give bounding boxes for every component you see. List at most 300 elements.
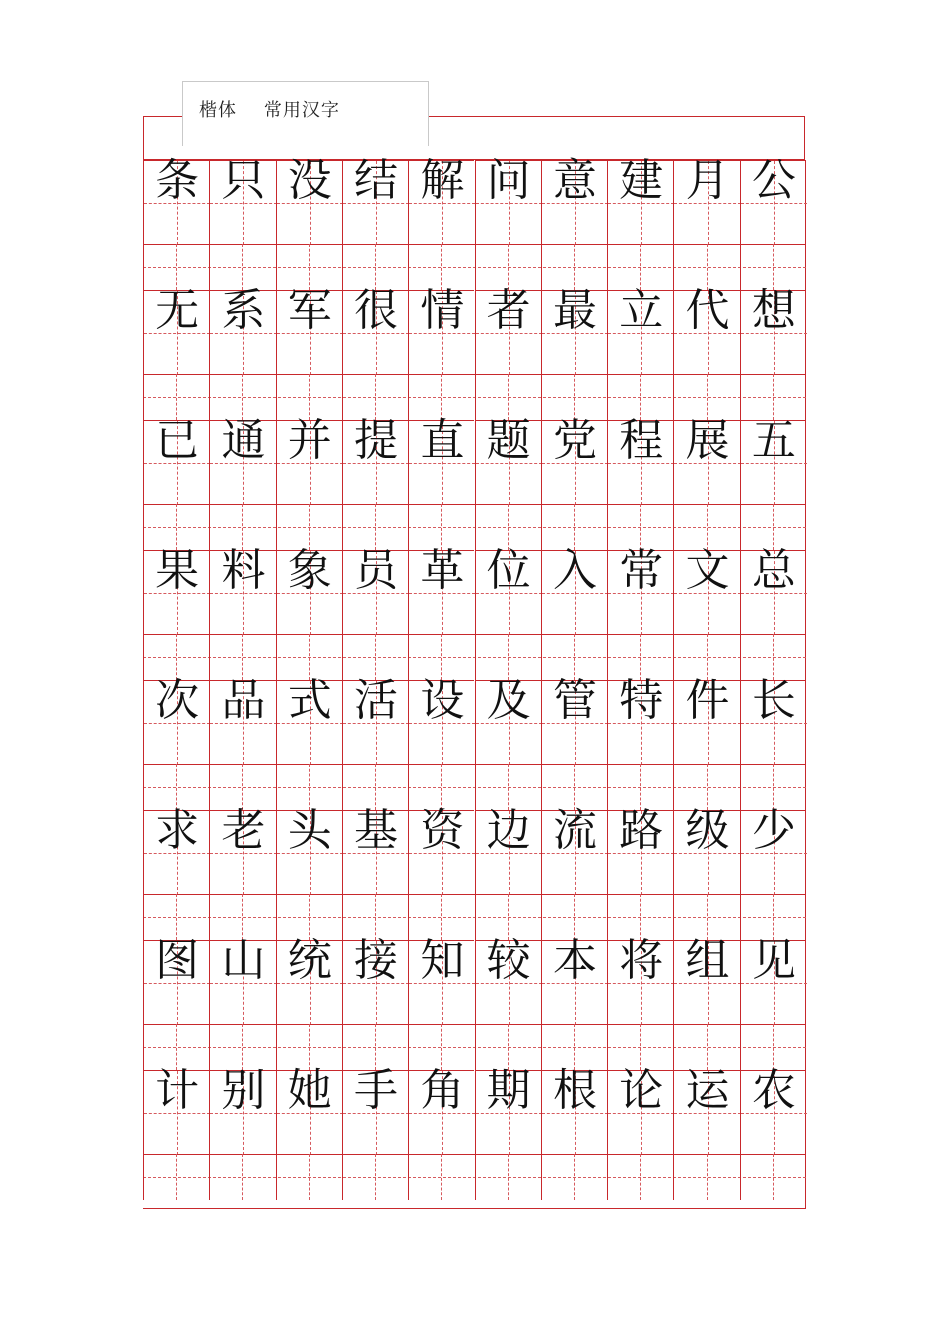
spacer-column-guide: [773, 894, 774, 940]
spacer-column-guide: [309, 504, 310, 550]
practice-character: 员: [354, 545, 399, 596]
grid-cell: [276, 935, 342, 1024]
spacer-column-guide: [640, 1154, 641, 1200]
grid-cell: [740, 675, 806, 764]
spacer-column: [673, 1154, 674, 1200]
practice-character: 特: [619, 675, 664, 726]
grid-cell: [408, 155, 474, 244]
grid-cell: [673, 805, 739, 894]
grid-cell: [276, 285, 342, 374]
practice-character: 组: [685, 935, 730, 986]
grid-cell: [673, 285, 739, 374]
grid-cell: [276, 805, 342, 894]
grid-cell: [143, 675, 209, 764]
grid-cell: [541, 1065, 607, 1154]
spacer-column: [209, 374, 210, 420]
spacer-column-guide: [309, 1024, 310, 1070]
practice-character: 情: [420, 285, 465, 336]
character-row: [143, 1065, 806, 1154]
spacer-column: [276, 374, 277, 420]
practice-character: 边: [486, 805, 531, 856]
practice-character: 意: [552, 155, 597, 206]
spacer-column-guide: [707, 1154, 708, 1200]
grid-cell: [143, 935, 209, 1024]
spacer-column: [475, 1154, 476, 1200]
grid-cell: [408, 805, 474, 894]
spacer-column-guide: [773, 634, 774, 680]
spacer-column: [209, 244, 210, 290]
grid-cell: [209, 285, 275, 374]
spacer-column-guide: [309, 764, 310, 810]
practice-character: 党: [552, 415, 597, 466]
practice-character: 位: [486, 545, 531, 596]
grid-cell: [209, 935, 275, 1024]
spacer-column: [740, 374, 741, 420]
practice-character: 常: [619, 545, 664, 596]
spacer-column: [607, 764, 608, 810]
character-row: [143, 935, 806, 1024]
spacer-column-guide: [242, 374, 243, 420]
practice-character: 品: [221, 675, 266, 726]
spacer-column-guide: [508, 504, 509, 550]
spacer-column-guide: [773, 504, 774, 550]
grid-cell: [342, 1065, 408, 1154]
spacer-column-guide: [773, 1154, 774, 1200]
grid-cell: [408, 415, 474, 504]
spacer-column-guide: [640, 764, 641, 810]
spacer-column-guide: [375, 764, 376, 810]
grid-cell: [740, 285, 806, 374]
practice-character: 立: [619, 285, 664, 336]
writing-spacer: [143, 764, 806, 810]
grid-cell: [276, 155, 342, 244]
practice-character: 提: [354, 415, 399, 466]
spacer-column: [342, 634, 343, 680]
spacer-column-guide: [773, 244, 774, 290]
grid-cell: [143, 545, 209, 634]
spacer-column-guide: [176, 764, 177, 810]
spacer-column-guide: [773, 374, 774, 420]
spacer-column: [143, 894, 144, 940]
practice-character: 建: [619, 155, 664, 206]
spacer-column-guide: [309, 244, 310, 290]
practice-character: 者: [486, 285, 531, 336]
grid-cell: [475, 545, 541, 634]
practice-character: 活: [354, 675, 399, 726]
practice-character: 角: [420, 1065, 465, 1116]
spacer-column-guide: [375, 244, 376, 290]
writing-spacer: [143, 244, 806, 290]
grid-cell: [143, 1065, 209, 1154]
spacer-column-guide: [773, 1024, 774, 1070]
practice-character: 公: [751, 155, 796, 206]
practice-character: 求: [155, 805, 200, 856]
spacer-column-guide: [309, 1154, 310, 1200]
spacer-column-guide: [441, 894, 442, 940]
practice-character: 将: [619, 935, 664, 986]
spacer-column: [607, 634, 608, 680]
practice-character: 革: [420, 545, 465, 596]
practice-character: 及: [486, 675, 531, 726]
spacer-column: [342, 374, 343, 420]
practice-character: 手: [354, 1065, 399, 1116]
grid-cell: [607, 1065, 673, 1154]
spacer-column-guide: [441, 764, 442, 810]
spacer-column: [209, 1154, 210, 1200]
spacer-column: [541, 764, 542, 810]
spacer-column: [673, 1024, 674, 1070]
grid-cell: [607, 155, 673, 244]
writing-spacer: [143, 374, 806, 420]
spacer-column-guide: [508, 894, 509, 940]
spacer-column: [143, 244, 144, 290]
grid-cell: [276, 675, 342, 764]
practice-character: 总: [751, 545, 796, 596]
spacer-column: [143, 374, 144, 420]
practice-character: 解: [420, 155, 465, 206]
spacer-column-guide: [375, 634, 376, 680]
spacer-column-guide: [176, 1024, 177, 1070]
spacer-column: [475, 504, 476, 550]
spacer-column: [740, 634, 741, 680]
practice-character: 运: [685, 1065, 730, 1116]
spacer-column: [607, 244, 608, 290]
spacer-column: [740, 1154, 741, 1200]
spacer-column-guide: [309, 374, 310, 420]
grid-cell: [740, 155, 806, 244]
practice-character: 见: [751, 935, 796, 986]
grid-cell: [342, 675, 408, 764]
spacer-column: [673, 244, 674, 290]
grid-cell: [673, 1065, 739, 1154]
spacer-column-guide: [176, 374, 177, 420]
character-row: [143, 415, 806, 504]
spacer-column-guide: [640, 1024, 641, 1070]
spacer-column: [408, 634, 409, 680]
grid-cell: [541, 545, 607, 634]
spacer-column: [276, 634, 277, 680]
spacer-column-guide: [375, 504, 376, 550]
spacer-column: [276, 1154, 277, 1200]
spacer-column-guide: [375, 1024, 376, 1070]
character-row: [143, 155, 806, 244]
spacer-column: [673, 634, 674, 680]
spacer-column: [607, 374, 608, 420]
spacer-column: [541, 1154, 542, 1200]
practice-character: 入: [552, 545, 597, 596]
writing-spacer: [143, 894, 806, 940]
grid-cell: [673, 675, 739, 764]
spacer-column: [740, 1024, 741, 1070]
grid-cell: [475, 155, 541, 244]
practice-character: 知: [420, 935, 465, 986]
spacer-column-guide: [574, 894, 575, 940]
spacer-column: [541, 504, 542, 550]
grid-cell: [673, 545, 739, 634]
spacer-column-guide: [707, 504, 708, 550]
character-row: [143, 285, 806, 374]
practice-character: 少: [751, 805, 796, 856]
grid-cell: [740, 545, 806, 634]
spacer-column: [408, 244, 409, 290]
grid-cell: [541, 415, 607, 504]
spacer-column-guide: [707, 894, 708, 940]
spacer-column: [408, 894, 409, 940]
spacer-column-guide: [574, 1024, 575, 1070]
spacer-column-guide: [441, 1024, 442, 1070]
practice-character: 问: [486, 155, 531, 206]
spacer-column-guide: [640, 634, 641, 680]
grid-cell: [673, 155, 739, 244]
spacer-column: [143, 764, 144, 810]
grid-cell: [342, 545, 408, 634]
spacer-column: [209, 504, 210, 550]
writing-spacer: [143, 634, 806, 680]
spacer-column: [342, 504, 343, 550]
practice-character: 题: [486, 415, 531, 466]
spacer-column: [408, 1024, 409, 1070]
practice-character: 她: [287, 1065, 332, 1116]
spacer-column-guide: [707, 634, 708, 680]
grid-cell: [408, 285, 474, 374]
practice-character: 件: [685, 675, 730, 726]
grid-cell: [408, 1065, 474, 1154]
practice-character: 长: [751, 675, 796, 726]
practice-character: 无: [155, 285, 200, 336]
spacer-column: [541, 1024, 542, 1070]
spacer-column-guide: [640, 374, 641, 420]
practice-character: 月: [685, 155, 730, 206]
spacer-column: [209, 894, 210, 940]
page-title: 楷体 常用汉字: [199, 100, 340, 121]
spacer-column-guide: [176, 244, 177, 290]
spacer-column: [740, 504, 741, 550]
grid-cell: [541, 805, 607, 894]
practice-character: 象: [287, 545, 332, 596]
practice-character: 根: [552, 1065, 597, 1116]
grid-cell: [342, 415, 408, 504]
spacer-column-guide: [309, 894, 310, 940]
spacer-column: [475, 244, 476, 290]
practice-character: 路: [619, 805, 664, 856]
spacer-column: [541, 374, 542, 420]
spacer-column: [541, 634, 542, 680]
practice-character: 流: [552, 805, 597, 856]
spacer-column-guide: [242, 764, 243, 810]
spacer-column-guide: [242, 244, 243, 290]
practice-character: 老: [221, 805, 266, 856]
practice-character: 最: [552, 285, 597, 336]
spacer-column: [607, 1154, 608, 1200]
practice-character: 资: [420, 805, 465, 856]
spacer-column-guide: [640, 894, 641, 940]
practice-character: 果: [155, 545, 200, 596]
spacer-column: [143, 504, 144, 550]
writing-spacer: [143, 504, 806, 550]
spacer-column: [475, 1024, 476, 1070]
spacer-column: [740, 894, 741, 940]
practice-character: 头: [287, 805, 332, 856]
practice-character: 山: [221, 935, 266, 986]
spacer-column: [408, 374, 409, 420]
spacer-column: [408, 504, 409, 550]
spacer-column-guide: [176, 894, 177, 940]
spacer-column-guide: [574, 504, 575, 550]
grid-cell: [607, 935, 673, 1024]
spacer-column: [209, 634, 210, 680]
spacer-column: [607, 894, 608, 940]
practice-character: 接: [354, 935, 399, 986]
spacer-column: [673, 894, 674, 940]
practice-character: 别: [221, 1065, 266, 1116]
character-row: [143, 675, 806, 764]
practice-character: 期: [486, 1065, 531, 1116]
grid-cell: [143, 155, 209, 244]
spacer-column-guide: [441, 374, 442, 420]
grid-cell: [408, 545, 474, 634]
grid-cell: [607, 415, 673, 504]
spacer-column-guide: [242, 1024, 243, 1070]
spacer-column: [740, 244, 741, 290]
practice-character: 论: [619, 1065, 664, 1116]
grid-cell: [475, 675, 541, 764]
grid-cell: [143, 805, 209, 894]
practice-character: 较: [486, 935, 531, 986]
spacer-column: [607, 504, 608, 550]
practice-character: 条: [155, 155, 200, 206]
practice-character: 文: [685, 545, 730, 596]
spacer-column-guide: [640, 244, 641, 290]
practice-character: 只: [221, 155, 266, 206]
writing-spacer: [143, 1024, 806, 1070]
grid-cell: [143, 415, 209, 504]
spacer-column: [475, 634, 476, 680]
grid-cell: [475, 805, 541, 894]
practice-character: 设: [420, 675, 465, 726]
grid-cell: [673, 935, 739, 1024]
spacer-column-guide: [508, 374, 509, 420]
grid-cell: [209, 415, 275, 504]
grid-cell: [209, 675, 275, 764]
spacer-column: [209, 764, 210, 810]
practice-character: 系: [221, 285, 266, 336]
spacer-column-guide: [441, 504, 442, 550]
spacer-column: [276, 504, 277, 550]
spacer-column-guide: [375, 894, 376, 940]
spacer-column-guide: [176, 504, 177, 550]
grid-cell: [607, 675, 673, 764]
practice-character: 展: [685, 415, 730, 466]
practice-character: 本: [552, 935, 597, 986]
grid-cell: [740, 415, 806, 504]
spacer-column-guide: [242, 634, 243, 680]
grid-cell: [475, 415, 541, 504]
practice-character: 结: [354, 155, 399, 206]
grid-cell: [276, 545, 342, 634]
spacer-column-guide: [441, 1154, 442, 1200]
practice-character: 级: [685, 805, 730, 856]
practice-character: 想: [751, 285, 796, 336]
spacer-column-guide: [574, 244, 575, 290]
spacer-column-guide: [773, 764, 774, 810]
grid-cell: [541, 155, 607, 244]
spacer-column: [342, 1154, 343, 1200]
writing-spacer: [143, 1154, 806, 1200]
spacer-column-guide: [441, 634, 442, 680]
spacer-column: [276, 764, 277, 810]
spacer-column: [342, 244, 343, 290]
spacer-column: [342, 1024, 343, 1070]
spacer-column: [408, 764, 409, 810]
spacer-column-guide: [508, 764, 509, 810]
practice-character: 农: [751, 1065, 796, 1116]
practice-character: 次: [155, 675, 200, 726]
grid-cell: [209, 155, 275, 244]
character-grid: [143, 155, 806, 1209]
grid-cell: [408, 675, 474, 764]
practice-character: 代: [685, 285, 730, 336]
spacer-column-guide: [441, 244, 442, 290]
grid-cell: [143, 285, 209, 374]
spacer-column-guide: [375, 1154, 376, 1200]
practice-character: 程: [619, 415, 664, 466]
spacer-column-guide: [707, 1024, 708, 1070]
spacer-column: [143, 1154, 144, 1200]
grid-cell: [475, 935, 541, 1024]
spacer-column-guide: [574, 764, 575, 810]
grid-cell: [673, 415, 739, 504]
spacer-column-guide: [242, 1154, 243, 1200]
spacer-column-guide: [574, 634, 575, 680]
grid-cell: [342, 935, 408, 1024]
practice-character: 图: [155, 935, 200, 986]
practice-character: 式: [287, 675, 332, 726]
spacer-column: [276, 894, 277, 940]
grid-cell: [607, 545, 673, 634]
practice-character: 没: [287, 155, 332, 206]
character-row: [143, 545, 806, 634]
grid-cell: [342, 155, 408, 244]
practice-character: 基: [354, 805, 399, 856]
spacer-column: [541, 244, 542, 290]
spacer-column-guide: [640, 504, 641, 550]
grid-cell: [209, 1065, 275, 1154]
grid-cell: [740, 935, 806, 1024]
grid-cell: [541, 675, 607, 764]
grid-cell: [740, 805, 806, 894]
spacer-column: [276, 1024, 277, 1070]
spacer-column: [673, 374, 674, 420]
spacer-column: [607, 1024, 608, 1070]
practice-character: 统: [287, 935, 332, 986]
spacer-column-guide: [242, 504, 243, 550]
spacer-column-guide: [574, 374, 575, 420]
practice-character: 五: [751, 415, 796, 466]
spacer-column-guide: [707, 764, 708, 810]
grid-cell: [740, 1065, 806, 1154]
spacer-column-guide: [707, 244, 708, 290]
practice-character: 已: [155, 415, 200, 466]
practice-character: 军: [287, 285, 332, 336]
spacer-column-guide: [508, 1024, 509, 1070]
spacer-column: [673, 764, 674, 810]
practice-character: 料: [221, 545, 266, 596]
spacer-column: [541, 894, 542, 940]
title-tab: [182, 81, 429, 146]
spacer-column-guide: [508, 1154, 509, 1200]
grid-cell: [408, 935, 474, 1024]
spacer-column: [209, 1024, 210, 1070]
